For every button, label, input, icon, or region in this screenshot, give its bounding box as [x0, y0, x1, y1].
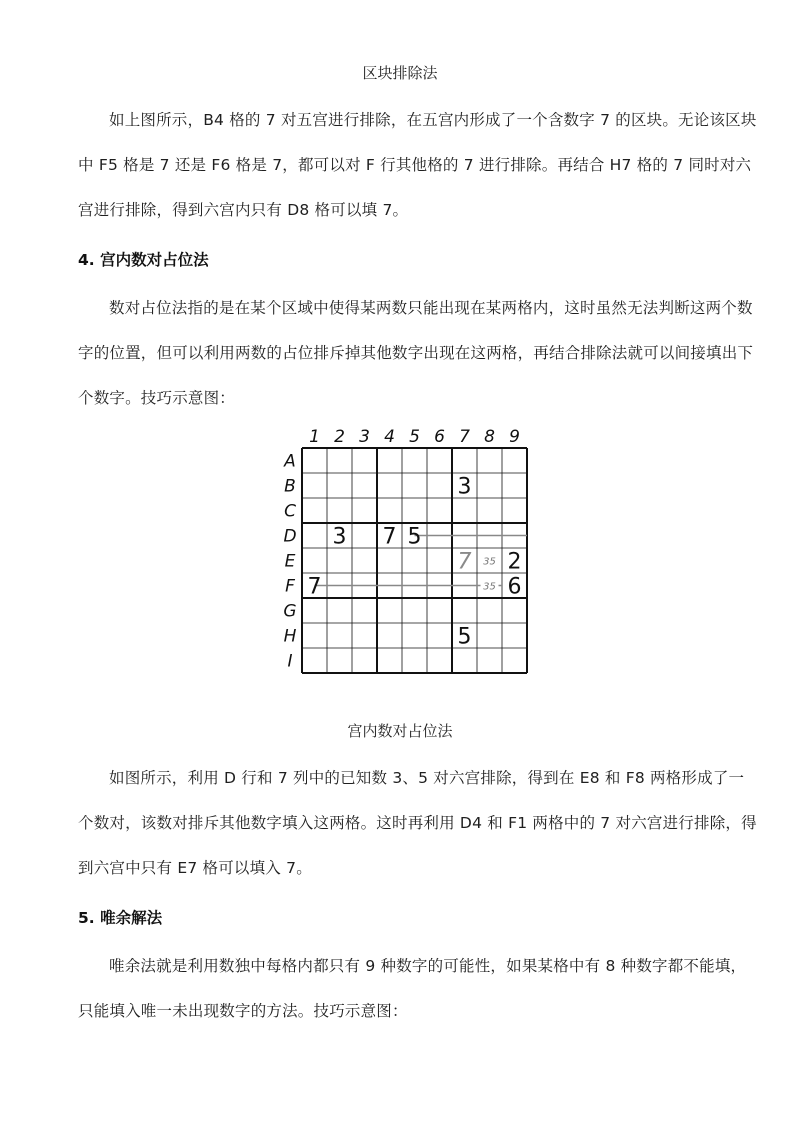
column-label: 6 [434, 427, 445, 447]
section-5-paragraph: 唯余法就是利用数独中每格内都只有 9 种数字的可能性，如果某格中有 8 种数字都不能填，只能填入唯一未出现数字的方法。技巧示意图： [78, 957, 747, 1020]
column-label: 5 [409, 427, 420, 447]
given-digit: 5 [407, 524, 422, 550]
given-digit: 3 [332, 524, 347, 550]
block-elimination-paragraph: 如上图所示，B4 格的 7 对五宫进行排除，在五宫内形成了一个含数字 7 的区块。无论该区块中 F5 格是 7 还是 F6 格是 7，都可以对 F 行其他格的 7 进行排除。再结合 H7 格的 7 同时对六宫进行排除，得到六宫内只有 D8 格可以填 7。 [78, 111, 757, 219]
sudoku-figure [270, 420, 540, 678]
row-label: C [284, 501, 296, 522]
candidate-pair: 35 [483, 556, 496, 568]
column-label: 8 [484, 427, 495, 447]
row-label: E [284, 551, 296, 572]
given-digit: 7 [382, 524, 397, 550]
row-label: F [285, 576, 295, 597]
column-label: 3 [359, 427, 370, 447]
section-4-heading: 4. 宫内数对占位法 [78, 251, 209, 269]
row-label: D [283, 526, 297, 547]
section-5-heading: 5. 唯余解法 [78, 909, 163, 927]
column-label: 1 [309, 427, 320, 447]
row-label: H [283, 626, 297, 647]
block-elimination-caption: 区块排除法 [362, 64, 438, 82]
given-digit: 3 [457, 474, 472, 500]
row-label: G [283, 601, 297, 622]
given-digit: 7 [307, 574, 322, 600]
solved-digit: 7 [457, 549, 472, 575]
section-4-explanation: 如图所示，利用 D 行和 7 列中的已知数 3、5 对六宫排除，得到在 E8 和 F8 两格形成了一个数对，该数对排斥其他数字填入这两格。这时再利用 D4 和 F1 两格中的 7 对六宫进行排除，得到六宫中只有 E7 格可以填入 7。 [78, 769, 757, 877]
section-4-intro: 数对占位法指的是在某个区域中使得某两数只能出现在某两格内，这时虽然无法判断这两个数字的位置，但可以利用两数的占位排斥掉其他数字出现在这两格，再结合排除法就可以间接填出下个数字。技巧示意图： [78, 299, 754, 407]
given-digit: 6 [507, 574, 522, 600]
column-label: 2 [334, 427, 345, 447]
given-digit: 2 [507, 549, 522, 575]
column-label: 7 [459, 427, 470, 447]
row-label: I [287, 651, 293, 672]
figure-caption: 宫内数对占位法 [347, 722, 453, 740]
row-label: B [284, 476, 296, 497]
given-digit: 5 [457, 624, 472, 650]
column-label: 9 [509, 427, 520, 447]
row-label: A [284, 451, 296, 472]
column-label: 4 [384, 427, 395, 447]
candidate-pair: 35 [483, 581, 496, 593]
